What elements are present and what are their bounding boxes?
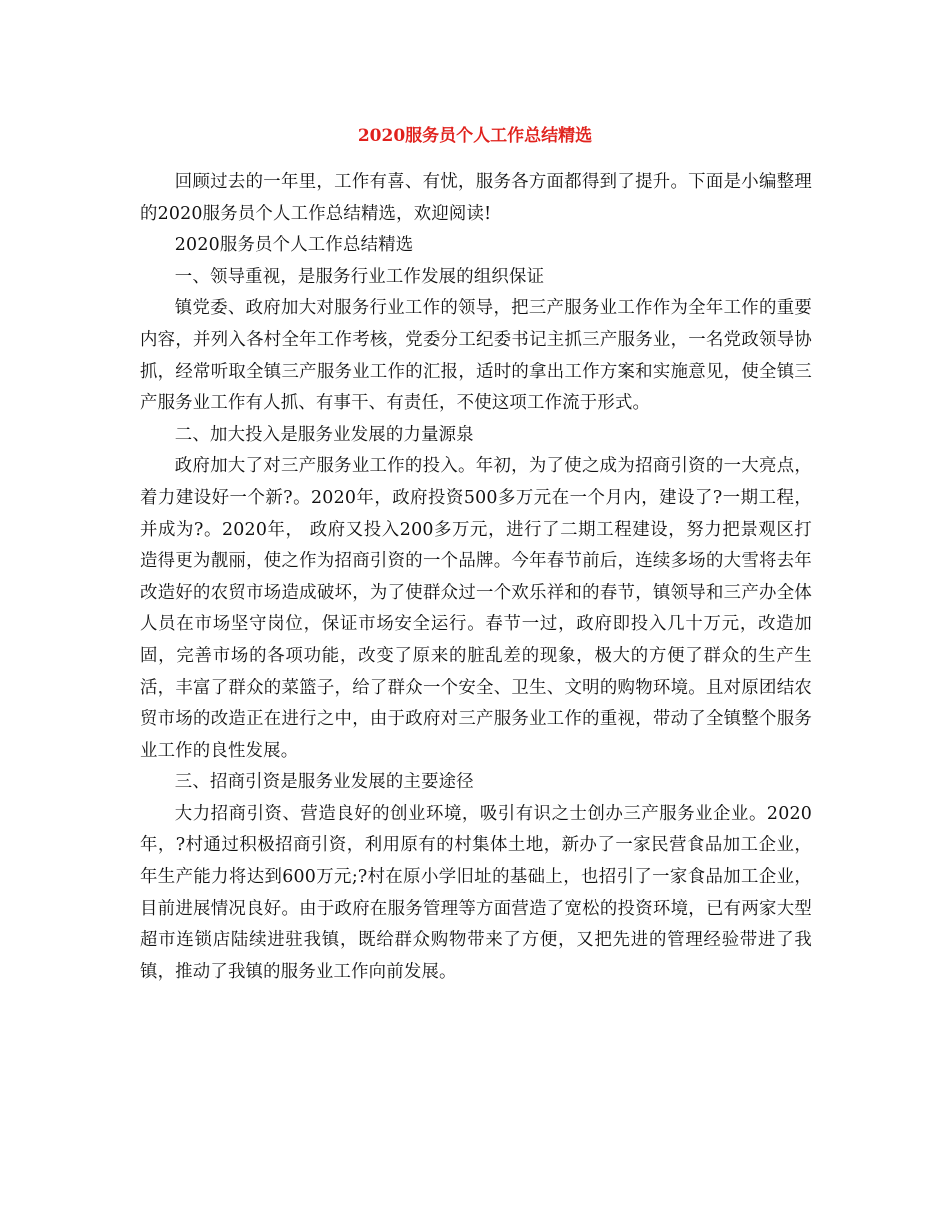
- document-title: 2020服务员个人工作总结精选: [357, 126, 593, 146]
- subtitle-paragraph: 2020服务员个人工作总结精选: [174, 235, 414, 256]
- document-body: [140, 167, 812, 988]
- section-heading-3: 三、招商引资是服务业发展的主要途径: [174, 772, 474, 793]
- section-heading-2: 二、加大投入是服务业发展的力量源泉: [174, 424, 474, 445]
- section-heading-1: 一、领导重视，是服务行业工作发展的组织保证: [174, 266, 545, 287]
- section-body-2: 政府加大了对三产服务业工作的投入。年初，为了使之成为招商引资的一大亮点，着力建设好一个新?。2020年，政府投资500多万元在一个月内，建设了?一期工程，并成为?。2020年， 政府又投入200多万元，进行了二期工程建设，努力把景观区打造得更为靓丽，使之作为招商引资的一个品牌。今年春节前后，连续多场的大雪将去年改造好的农贸市场造成破坏，为了使群众过一个欢乐祥和的春节，镇领导和三产办全体人员在市场坚守岗位，保证市场安全运行。春节一过，政府即投入几十万元，改造加固，完善市场的各项功能，改变了原来的脏乱差的现象，极大的方便了群众的生产生活，丰富了群众的菜篮子，给了群众一个安全、卫生、文明的购物环境。且对原团结农贸市场的改造正在进行之中，由于政府对三产服务业工作的重视，带动了全镇整个服务业工作的良性发展。: [140, 456, 812, 761]
- section-body-1: 镇党委、政府加大对服务行业工作的领导，把三产服务业工作作为全年工作的重要内容，并列入各村全年工作考核，党委分工纪委书记主抓三产服务业，一名党政领导协抓，经常听取全镇三产服务业工作的汇报，适时的拿出工作方案和实施意见，使全镇三产服务业工作有人抓、有事干、有责任，不使这项工作流于形式。: [140, 298, 812, 414]
- intro-paragraph: 回顾过去的一年里，工作有喜、有忧，服务各方面都得到了提升。下面是小编整理的2020服务员个人工作总结精选，欢迎阅读!: [140, 172, 812, 224]
- section-body-3: 大力招商引资、营造良好的创业环境，吸引有识之士创办三产服务业企业。2020年，?村通过积极招商引资，利用原有的村集体土地，新办了一家民营食品加工企业，年生产能力将达到600万元;?村在原小学旧址的基础上，也招引了一家食品加工企业，目前进展情况良好。由于政府在服务管理等方面营造了宽松的投资环境，已有两家大型超市连锁店陆续进驻我镇，既给群众购物带来了方便，又把先进的管理经验带进了我镇，推动了我镇的服务业工作向前发展。: [140, 803, 812, 982]
